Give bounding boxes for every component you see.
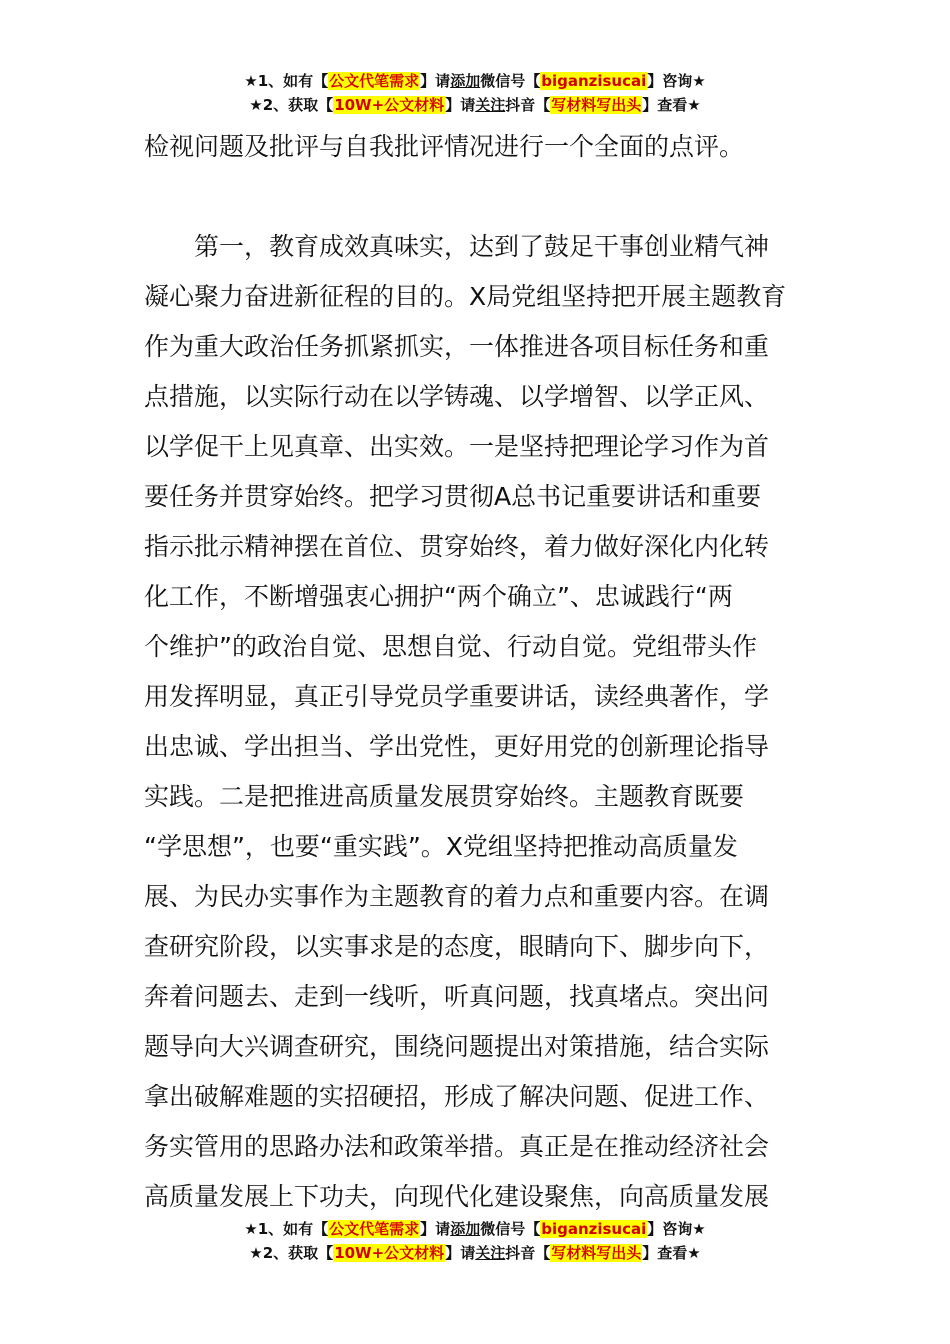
banner-text: ★1、如有【 (244, 72, 329, 90)
banner-highlight: biganzisucai (541, 72, 647, 90)
banner-highlight: 公文代笔需求 (329, 1220, 420, 1238)
header-banner (0, 70, 950, 118)
banner-text: 抖音【 (505, 1244, 551, 1262)
text-line: 奔着问题去、走到一线听，听真问题，找真堵点。突出问 (144, 982, 770, 1011)
text-line: 查研究阶段，以实事求是的态度，眼睛向下、脚步向下， (144, 932, 770, 961)
banner-text: 】请 (420, 1220, 451, 1238)
text-line: 实践。二是把推进高质量发展贯穿始终。主题教育既要 (144, 782, 745, 811)
banner-text: 】请 (445, 96, 476, 114)
text-line: 个维护”的政治自觉、思想自觉、行动自觉。党组带头作 (144, 632, 757, 661)
banner-text: 】咨询★ (647, 1220, 706, 1238)
text-line: 作为重大政治任务抓紧抓实，一体推进各项目标任务和重 (144, 332, 770, 361)
banner-text: 】查看★ (642, 1244, 701, 1262)
banner-text: 】请 (420, 72, 451, 90)
banner-highlight: 公文代笔需求 (329, 72, 420, 90)
banner-text: 】咨询★ (647, 72, 706, 90)
banner-text: 微信号【 (480, 72, 541, 90)
banner-text: 】请 (445, 1244, 476, 1262)
banner-text: ★2、获取【 (249, 96, 334, 114)
banner-line-2 (0, 1242, 950, 1266)
text-line: 点措施，以实际行动在以学铸魂、以学增智、以学正风、 (144, 382, 770, 411)
banner-line-2 (0, 94, 950, 118)
banner-highlight: 写材料写出头 (551, 96, 642, 114)
banner-line-1 (0, 1218, 950, 1242)
footer-banner (0, 1218, 950, 1266)
text-line: 要任务并贯穿始终。把学习贯彻A总书记重要讲话和重要 (144, 482, 762, 511)
banner-highlight: 10W+公文材料 (334, 1244, 445, 1262)
text-line: 指示批示精神摆在首位、贯穿始终，着力做好深化内化转 (144, 532, 770, 561)
text-line: 务实管用的思路办法和政策举措。真正是在推动经济社会 (144, 1132, 770, 1161)
banner-underlined: 关注 (475, 96, 506, 114)
banner-highlight: 写材料写出头 (551, 1244, 642, 1262)
text-line: 以学促干上见真章、出实效。一是坚持把理论学习作为首 (144, 432, 770, 461)
banner-text: 抖音【 (505, 96, 551, 114)
text-line: 高质量发展上下功夫，向现代化建设聚焦，向高质量发展 (144, 1182, 770, 1211)
banner-text: 微信号【 (480, 1220, 541, 1238)
banner-text: 】查看★ (642, 96, 701, 114)
text-line: 检视问题及批评与自我批评情况进行一个全面的点评。 (144, 132, 745, 161)
banner-text: ★2、获取【 (249, 1244, 334, 1262)
document-body (144, 122, 810, 1222)
text-line: 凝心聚力奋进新征程的目的。X局党组坚持把开展主题教育 (144, 282, 787, 311)
banner-underlined: 添加 (450, 1220, 481, 1238)
banner-underlined: 添加 (450, 72, 481, 90)
banner-line-1 (0, 70, 950, 94)
banner-highlight: 10W+公文材料 (334, 96, 445, 114)
banner-highlight: biganzisucai (541, 1220, 647, 1238)
blank-line (144, 172, 810, 222)
text-line: 用发挥明显，真正引导党员学重要讲话，读经典著作，学 (144, 682, 770, 711)
banner-underlined: 关注 (475, 1244, 506, 1262)
text-line: 题导向大兴调查研究，围绕问题提出对策措施，结合实际 (144, 1032, 770, 1061)
text-line: 拿出破解难题的实招硬招，形成了解决问题、促进工作、 (144, 1082, 770, 1111)
text-line: 第一，教育成效真味实，达到了鼓足干事创业精气神 (144, 232, 770, 261)
text-line: 展、为民办实事作为主题教育的着力点和重要内容。在调 (144, 882, 770, 911)
text-line: “学思想”，也要“重实践”。X党组坚持把推动高质量发 (144, 832, 738, 861)
text-line: 化工作，不断增强衷心拥护“两个确立”、忠诚践行“两 (144, 582, 733, 611)
text-line: 出忠诚、学出担当、学出党性，更好用党的创新理论指导 (144, 732, 770, 761)
banner-text: ★1、如有【 (244, 1220, 329, 1238)
